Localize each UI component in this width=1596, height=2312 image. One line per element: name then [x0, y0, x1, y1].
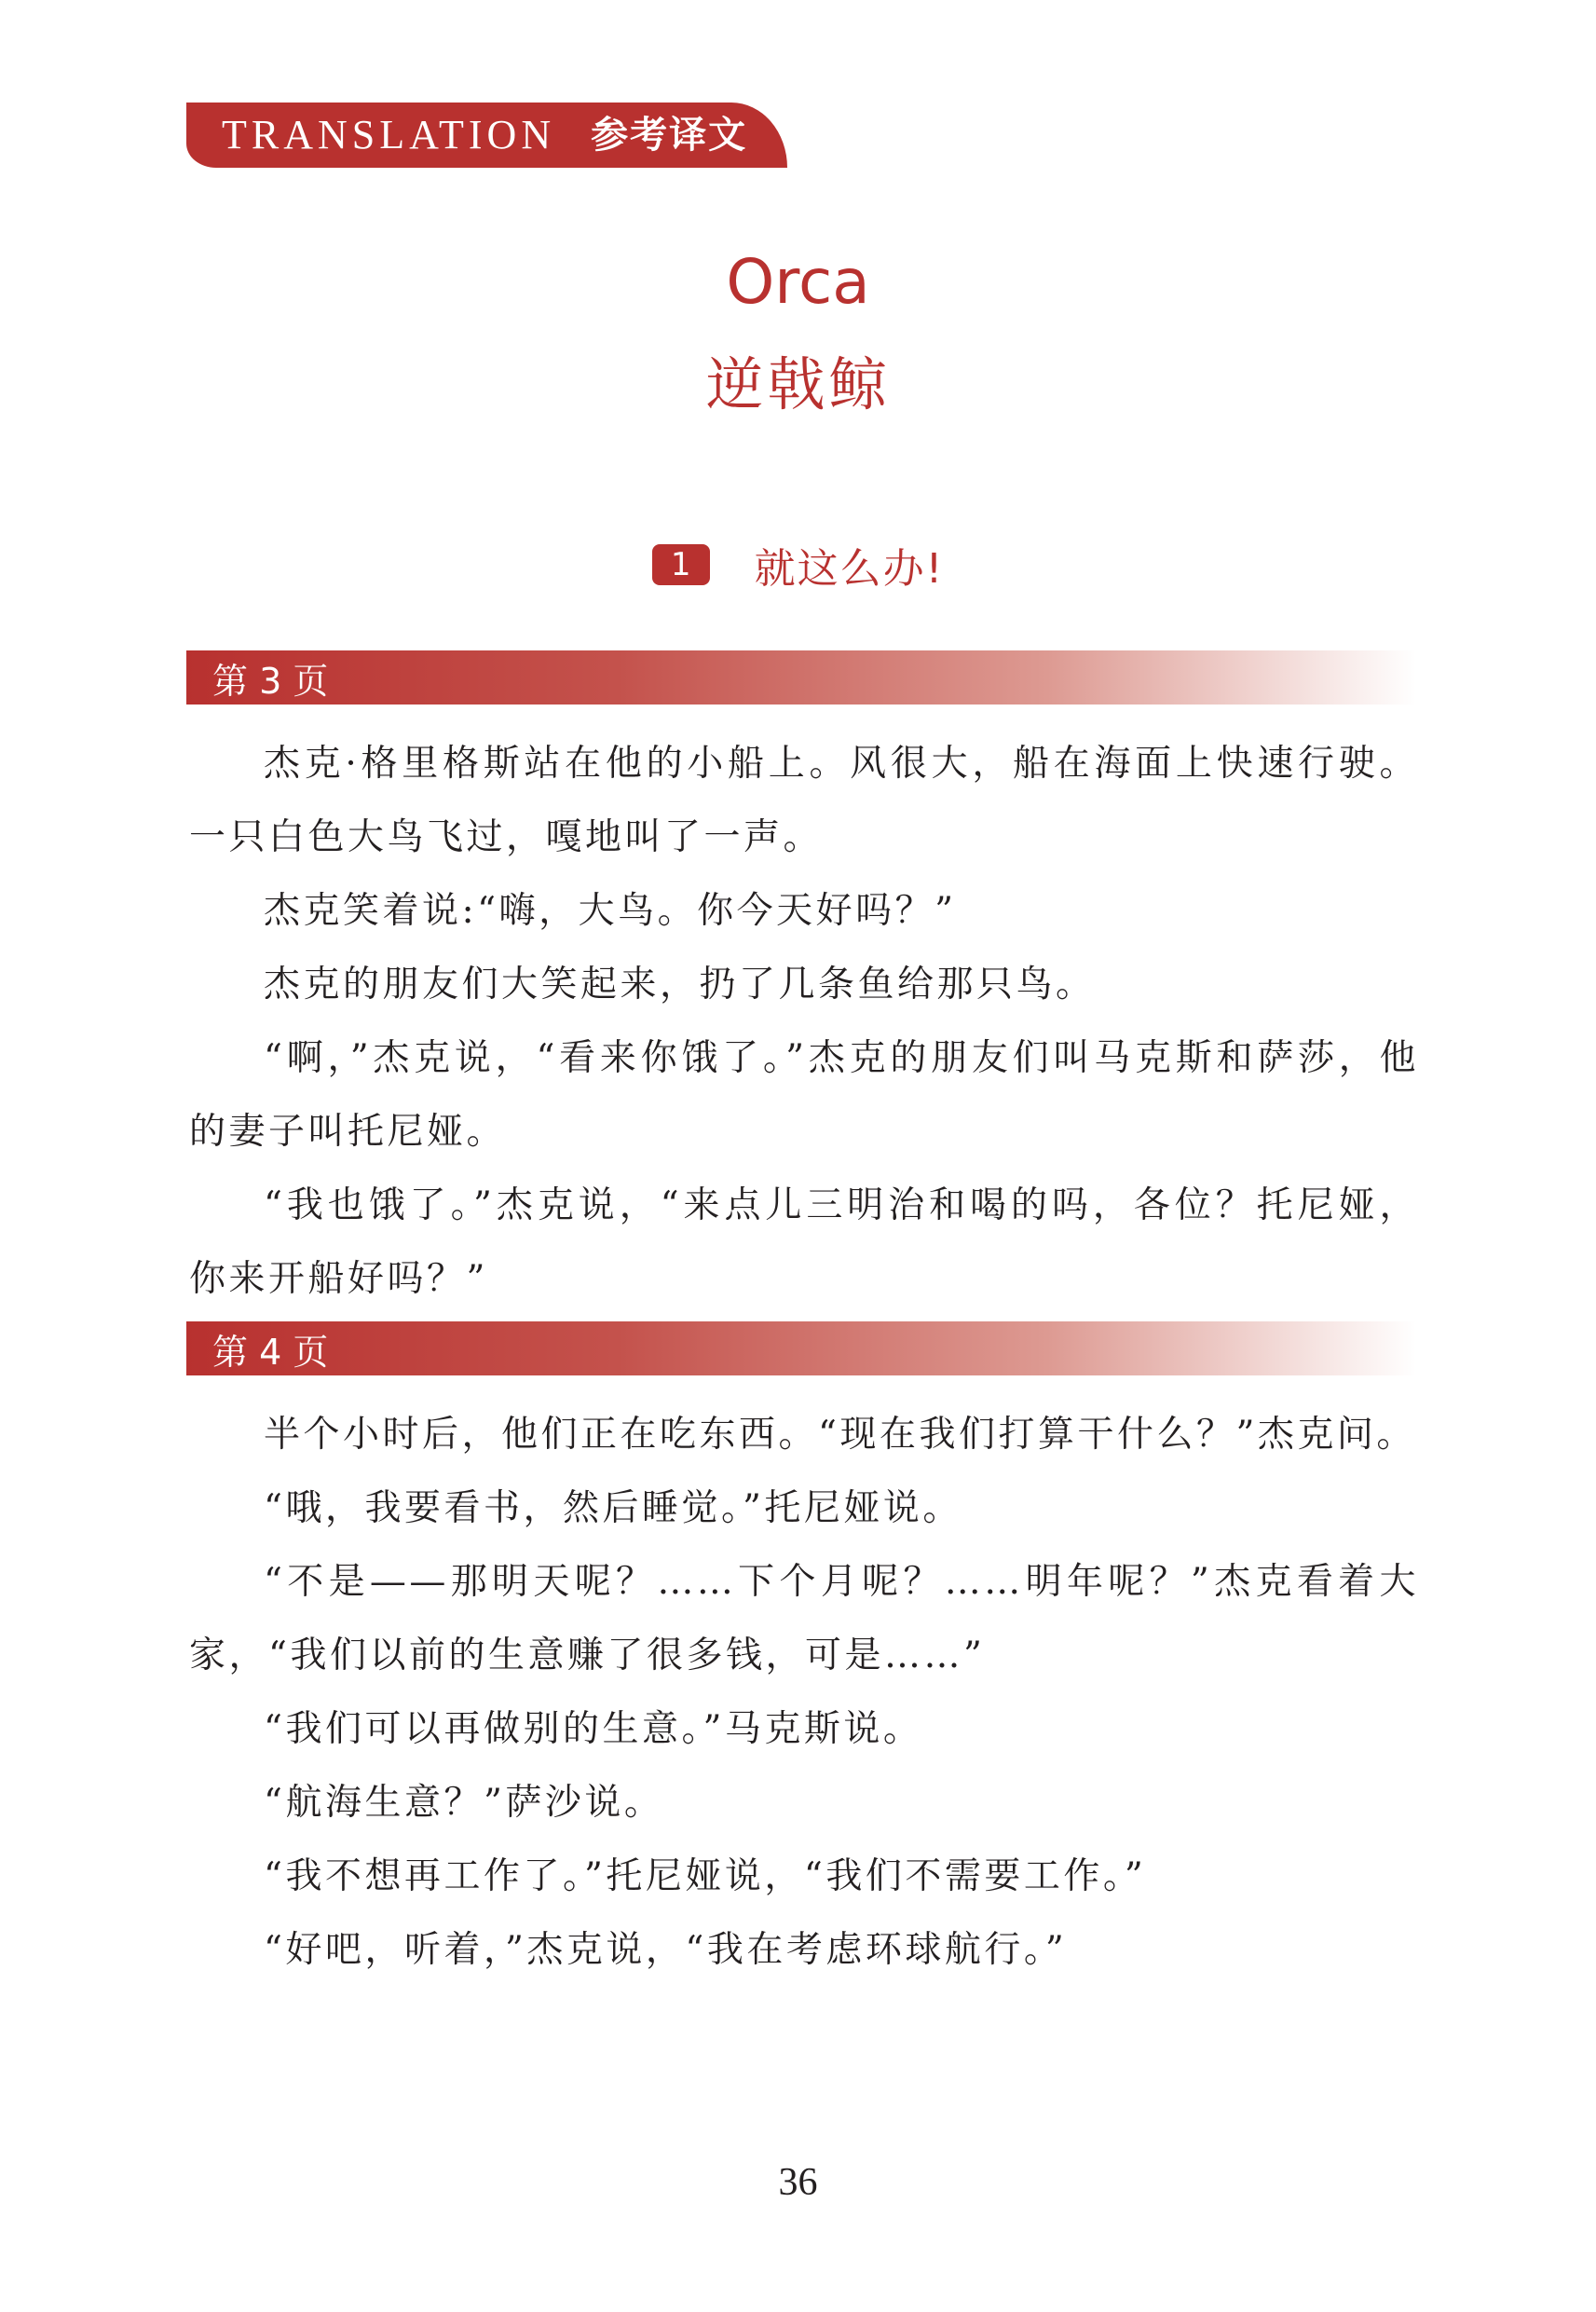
banner-label-en: TRANSLATION: [222, 112, 556, 157]
page-label-bar: [186, 650, 1416, 705]
paragraph: “啊，”杰克说，“看来你饿了。”杰克的朋友们叫马克斯和萨莎，他的妻子叫托尼娅。: [189, 1037, 1419, 1153]
paragraph: 杰克·格里格斯站在他的小船上。风很大，船在海面上快速行驶。一只白色大鸟飞过，嘎地叫了一声。: [189, 743, 1419, 858]
paragraph: “我不想再工作了。”托尼娅说，“我们不需要工作。”: [264, 1855, 1147, 1897]
story-title-cn: 逆戟鲸: [705, 350, 891, 418]
page-label: 第 3 页: [212, 660, 329, 702]
paragraph: 杰克笑着说:“嗨，大鸟。你今天好吗？”: [264, 890, 957, 932]
paragraph: 杰克的朋友们大笑起来，扔了几条鱼给那只鸟。: [264, 964, 1096, 1006]
page-label-bar: [186, 1321, 1416, 1375]
paragraph: “我也饿了。”杰克说，“来点儿三明治和喝的吗，各位？托尼娅，你来开船好吗？”: [189, 1184, 1419, 1300]
paragraph: “好吧，听着，”杰克说，“我在考虑环球航行。”: [264, 1929, 1068, 1971]
paragraph: “不是——那明天呢？……下个月呢？……明年呢？”杰克看着大家，“我们以前的生意赚了很多钱，可是……”: [189, 1561, 1419, 1676]
paragraph: “哦，我要看书，然后睡觉。”托尼娅说。: [264, 1487, 962, 1529]
paragraph: 半个小时后，他们正在吃东西。“现在我们打算干什么？”杰克问。: [264, 1414, 1416, 1456]
banner-label-cn: 参考译文: [591, 114, 748, 157]
chapter-title: 就这么办!: [754, 545, 945, 593]
paragraph: “我们可以再做别的生意。”马克斯说。: [264, 1708, 923, 1750]
chapter-number-badge: 1: [652, 544, 710, 585]
section-text: [189, 727, 1419, 1316]
story-title-en: Orca: [726, 246, 870, 318]
chapter-heading: [0, 535, 1596, 595]
paragraph: “航海生意？”萨沙说。: [264, 1782, 664, 1824]
page-number: 36: [778, 2161, 818, 2204]
section-text: [189, 1398, 1419, 1987]
page-label: 第 4 页: [212, 1331, 329, 1373]
section-banner: [186, 103, 787, 168]
